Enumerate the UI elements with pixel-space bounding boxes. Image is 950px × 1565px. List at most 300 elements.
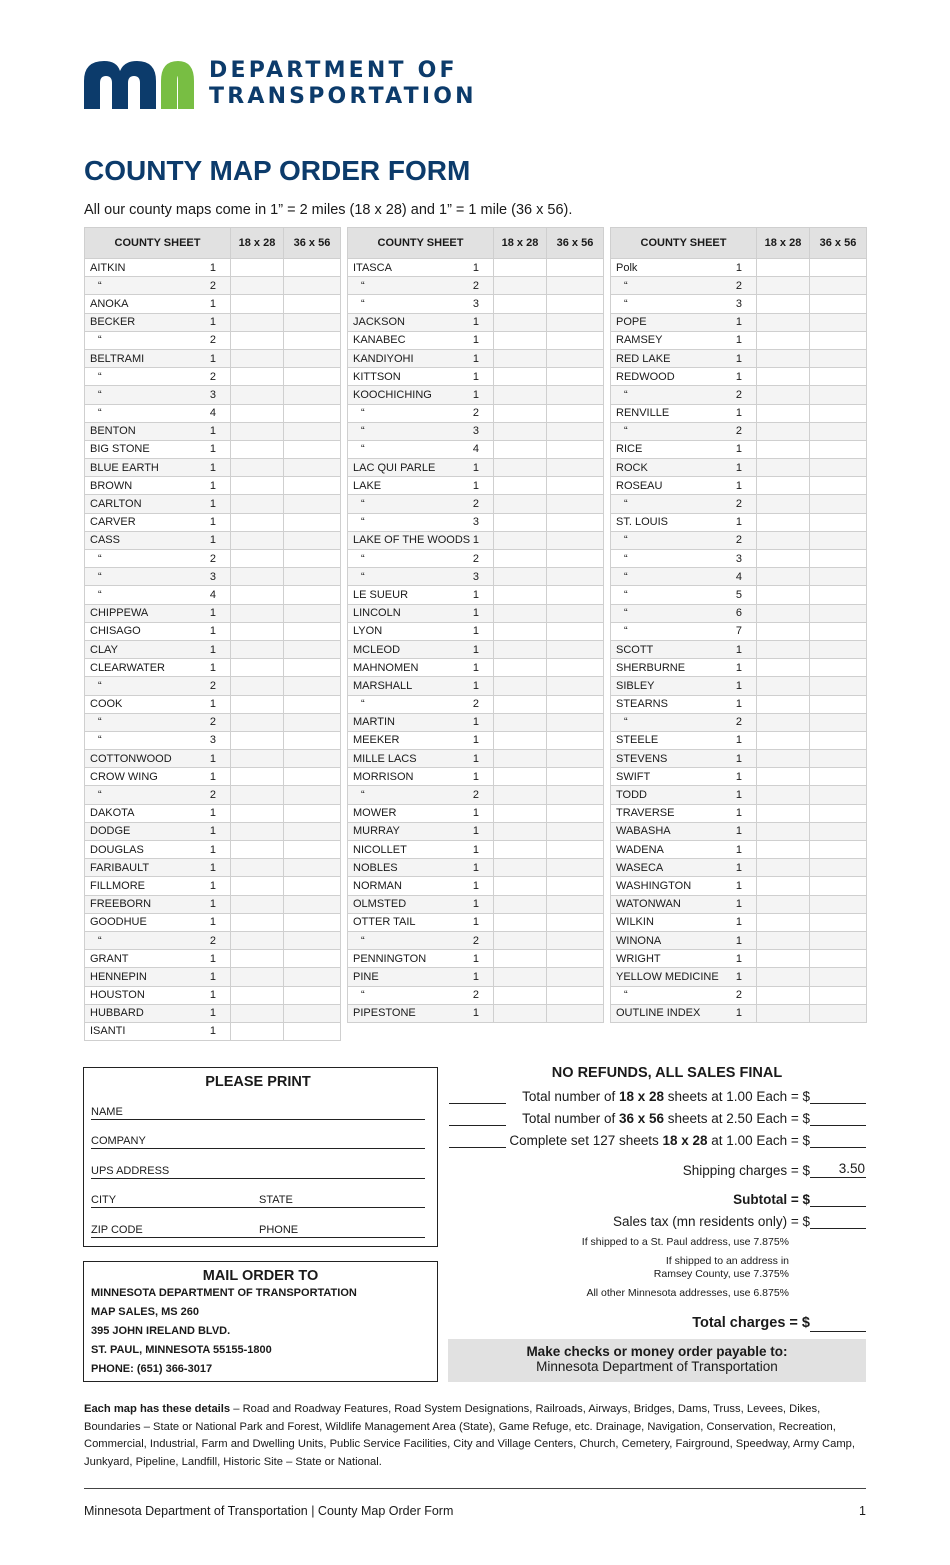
subtotal-amount-input[interactable] <box>810 1189 866 1207</box>
qty-18x28-cell[interactable] <box>757 331 810 349</box>
county-row <box>611 822 867 840</box>
sheet-number: 1 <box>209 807 216 820</box>
qty-36x56-cell[interactable] <box>284 531 341 549</box>
qty-18x28-cell[interactable] <box>494 768 547 786</box>
sheet-number: 2 <box>472 934 479 947</box>
qty-18x28-cell[interactable] <box>231 986 284 1004</box>
qty-36x56-cell[interactable] <box>547 604 604 622</box>
amount-18x28-input[interactable] <box>810 1086 866 1104</box>
qty-36x56-cell[interactable] <box>810 986 867 1004</box>
qty-36x56-cell[interactable] <box>810 750 867 768</box>
qty-18x28-cell[interactable] <box>494 295 547 313</box>
header-county-sheet: COUNTY SHEET <box>85 228 231 259</box>
qty-36x56-cell[interactable] <box>810 331 867 349</box>
qty-36x56-cell[interactable] <box>810 913 867 931</box>
qty-36x56-cell[interactable] <box>284 513 341 531</box>
qty-18x28-cell[interactable] <box>757 968 810 986</box>
qty-36x56-cell[interactable] <box>284 368 341 386</box>
qty-18x28-cell[interactable] <box>231 368 284 386</box>
qty-36x56-cell[interactable] <box>547 495 604 513</box>
qty-36x56-cell[interactable] <box>284 604 341 622</box>
qty-18x28-cell[interactable] <box>757 713 810 731</box>
qty-36x56-cell[interactable] <box>284 986 341 1004</box>
total-36x56-row <box>448 1108 866 1130</box>
qty-18x28-cell[interactable] <box>494 913 547 931</box>
qty-36x56-cell[interactable] <box>284 750 341 768</box>
qty-18x28-cell[interactable] <box>757 404 810 422</box>
qty-36x56-cell[interactable] <box>547 913 604 931</box>
sheet-number: 1 <box>735 316 742 329</box>
sheet-number: 1 <box>472 370 479 383</box>
qty-36x56-cell[interactable] <box>547 422 604 440</box>
qty-18x28-cell[interactable] <box>494 841 547 859</box>
qty-18x28-cell[interactable] <box>231 695 284 713</box>
qty-18x28-cell[interactable] <box>494 640 547 658</box>
qty-36x56-cell[interactable] <box>810 822 867 840</box>
qty-18x28-cell[interactable] <box>231 586 284 604</box>
qty-18x28-cell[interactable] <box>494 259 547 277</box>
qty-36x56-cell[interactable] <box>547 841 604 859</box>
qty-18x28-cell[interactable] <box>231 622 284 640</box>
qty-36x56-cell[interactable] <box>284 440 341 458</box>
qty-18x28-cell[interactable] <box>231 404 284 422</box>
name-field[interactable] <box>91 1090 425 1120</box>
qty-18x28-cell[interactable] <box>757 349 810 367</box>
qty-36x56-cell[interactable] <box>547 313 604 331</box>
qty-18x28-cell[interactable] <box>494 440 547 458</box>
qty-18x28-cell[interactable] <box>757 513 810 531</box>
qty-36x56-cell[interactable] <box>547 259 604 277</box>
qty-18x28-cell[interactable] <box>757 695 810 713</box>
qty-18x28-cell[interactable] <box>757 295 810 313</box>
qty-18x28-cell[interactable] <box>494 804 547 822</box>
qty-36x56-cell[interactable] <box>810 495 867 513</box>
qty-18x28-cell[interactable] <box>494 404 547 422</box>
qty-36x56-cell[interactable] <box>547 331 604 349</box>
qty-18x28-cell[interactable] <box>757 822 810 840</box>
qty-36x56-cell[interactable] <box>810 859 867 877</box>
qty-36x56-cell[interactable] <box>284 950 341 968</box>
qty-18x28-cell[interactable] <box>757 895 810 913</box>
qty-36x56-cell[interactable] <box>810 895 867 913</box>
qty-36x56-cell[interactable] <box>547 349 604 367</box>
qty-18x28-cell[interactable] <box>231 750 284 768</box>
qty-18x28-cell[interactable] <box>494 422 547 440</box>
qty-36x56-cell[interactable] <box>547 386 604 404</box>
qty-18x28-cell[interactable] <box>231 477 284 495</box>
qty-36x56-cell[interactable] <box>284 731 341 749</box>
qty-18x28-cell[interactable] <box>231 259 284 277</box>
qty-36x56-cell[interactable] <box>547 368 604 386</box>
qty-36x56-cell[interactable] <box>547 459 604 477</box>
qty-18x28-cell[interactable] <box>494 786 547 804</box>
qty-36x56-cell[interactable] <box>810 477 867 495</box>
qty-36x56-cell[interactable] <box>810 695 867 713</box>
qty-36x56-cell[interactable] <box>547 931 604 949</box>
qty-18x28-cell[interactable] <box>231 895 284 913</box>
qty-18x28-cell[interactable] <box>494 695 547 713</box>
qty-18x28-cell[interactable] <box>757 531 810 549</box>
qty-18x28-cell[interactable] <box>231 731 284 749</box>
qty-18x28-cell[interactable] <box>494 659 547 677</box>
qty-18x28-cell[interactable] <box>494 713 547 731</box>
qty-36x56-cell[interactable] <box>547 622 604 640</box>
qty-complete-set-input[interactable] <box>449 1147 506 1148</box>
qty-36x56-cell[interactable] <box>284 841 341 859</box>
qty-36x56-cell[interactable] <box>284 786 341 804</box>
qty-36x56-cell[interactable] <box>810 586 867 604</box>
qty-18x28-cell[interactable] <box>494 750 547 768</box>
sheet-number: 3 <box>209 570 216 583</box>
qty-36x56-cell[interactable] <box>284 386 341 404</box>
qty-36x56-cell[interactable] <box>810 841 867 859</box>
qty-36x56-cell[interactable] <box>284 404 341 422</box>
qty-18x28-cell[interactable] <box>757 768 810 786</box>
county-sheet-cell <box>348 731 494 749</box>
ditto-mark: “ <box>624 588 628 601</box>
qty-36x56-cell[interactable] <box>810 1004 867 1022</box>
qty-36x56-cell[interactable] <box>284 859 341 877</box>
qty-18x28-cell[interactable] <box>494 986 547 1004</box>
qty-18x28-cell[interactable] <box>757 950 810 968</box>
qty-36x56-cell[interactable] <box>810 931 867 949</box>
qty-18x28-cell[interactable] <box>757 477 810 495</box>
qty-36x56-input[interactable] <box>449 1125 506 1126</box>
qty-36x56-cell[interactable] <box>810 677 867 695</box>
qty-18x28-cell[interactable] <box>231 440 284 458</box>
county-row <box>348 895 604 913</box>
qty-18x28-cell[interactable] <box>231 313 284 331</box>
qty-36x56-cell[interactable] <box>810 295 867 313</box>
qty-36x56-cell[interactable] <box>810 731 867 749</box>
qty-36x56-cell[interactable] <box>284 968 341 986</box>
qty-36x56-cell[interactable] <box>284 677 341 695</box>
qty-18x28-cell[interactable] <box>494 459 547 477</box>
qty-36x56-cell[interactable] <box>547 404 604 422</box>
qty-36x56-cell[interactable] <box>547 477 604 495</box>
qty-18x28-cell[interactable] <box>494 586 547 604</box>
qty-18x28-cell[interactable] <box>494 368 547 386</box>
qty-18x28-cell[interactable] <box>757 586 810 604</box>
qty-18x28-cell[interactable] <box>757 495 810 513</box>
qty-36x56-cell[interactable] <box>810 713 867 731</box>
qty-18x28-cell[interactable] <box>231 677 284 695</box>
qty-36x56-cell[interactable] <box>547 822 604 840</box>
ditto-mark: “ <box>98 588 102 601</box>
qty-36x56-cell[interactable] <box>284 313 341 331</box>
qty-18x28-cell[interactable] <box>231 531 284 549</box>
qty-36x56-cell[interactable] <box>547 531 604 549</box>
county-sheet-cell <box>348 677 494 695</box>
qty-36x56-cell[interactable] <box>547 804 604 822</box>
qty-36x56-cell[interactable] <box>810 313 867 331</box>
qty-18x28-cell[interactable] <box>231 640 284 658</box>
qty-18x28-cell[interactable] <box>231 913 284 931</box>
total-charges-row <box>448 1310 866 1336</box>
qty-18x28-cell[interactable] <box>494 931 547 949</box>
qty-18x28-cell[interactable] <box>494 677 547 695</box>
qty-36x56-cell[interactable] <box>810 440 867 458</box>
qty-18x28-cell[interactable] <box>757 786 810 804</box>
qty-18x28-cell[interactable] <box>494 513 547 531</box>
qty-36x56-cell[interactable] <box>284 931 341 949</box>
qty-36x56-cell[interactable] <box>547 586 604 604</box>
qty-36x56-cell[interactable] <box>547 513 604 531</box>
qty-36x56-cell[interactable] <box>810 968 867 986</box>
qty-18x28-cell[interactable] <box>231 804 284 822</box>
qty-18x28-cell[interactable] <box>231 513 284 531</box>
county-row <box>611 422 867 440</box>
qty-36x56-cell[interactable] <box>284 586 341 604</box>
county-row <box>85 513 341 531</box>
qty-36x56-cell[interactable] <box>810 368 867 386</box>
company-field[interactable] <box>91 1120 425 1150</box>
ditto-mark: “ <box>361 443 365 456</box>
header-36x56: 36 x 56 <box>810 228 867 259</box>
qty-36x56-cell[interactable] <box>810 459 867 477</box>
qty-18x28-cell[interactable] <box>757 604 810 622</box>
qty-18x28-cell[interactable] <box>757 986 810 1004</box>
qty-18x28-cell[interactable] <box>494 950 547 968</box>
qty-18x28-cell[interactable] <box>757 804 810 822</box>
qty-36x56-cell[interactable] <box>284 568 341 586</box>
qty-36x56-cell[interactable] <box>284 913 341 931</box>
qty-36x56-cell[interactable] <box>547 659 604 677</box>
qty-36x56-cell[interactable] <box>810 804 867 822</box>
total-charges-input[interactable] <box>810 1310 866 1332</box>
qty-18x28-cell[interactable] <box>494 895 547 913</box>
sheet-number: 2 <box>472 498 479 511</box>
qty-36x56-cell[interactable] <box>547 440 604 458</box>
qty-18x28-cell[interactable] <box>231 295 284 313</box>
qty-18x28-cell[interactable] <box>231 331 284 349</box>
qty-36x56-cell[interactable] <box>547 968 604 986</box>
qty-18x28-cell[interactable] <box>494 731 547 749</box>
qty-36x56-cell[interactable] <box>284 495 341 513</box>
qty-18x28-cell[interactable] <box>231 277 284 295</box>
qty-36x56-cell[interactable] <box>810 768 867 786</box>
qty-18x28-cell[interactable] <box>494 477 547 495</box>
county-name: BROWN <box>90 479 133 492</box>
qty-36x56-cell[interactable] <box>810 659 867 677</box>
qty-36x56-cell[interactable] <box>547 950 604 968</box>
qty-18x28-cell[interactable] <box>231 422 284 440</box>
qty-36x56-cell[interactable] <box>810 568 867 586</box>
qty-36x56-cell[interactable] <box>547 877 604 895</box>
qty-18x28-cell[interactable] <box>494 622 547 640</box>
qty-18x28-cell[interactable] <box>231 931 284 949</box>
qty-36x56-cell[interactable] <box>284 640 341 658</box>
qty-36x56-cell[interactable] <box>547 786 604 804</box>
qty-18x28-cell[interactable] <box>757 731 810 749</box>
qty-18x28-cell[interactable] <box>231 786 284 804</box>
qty-36x56-cell[interactable] <box>284 713 341 731</box>
qty-18x28-cell[interactable] <box>757 313 810 331</box>
qty-36x56-cell[interactable] <box>810 422 867 440</box>
qty-18x28-cell[interactable] <box>494 495 547 513</box>
qty-18x28-cell[interactable] <box>757 440 810 458</box>
city-state-field[interactable] <box>91 1179 425 1209</box>
qty-36x56-cell[interactable] <box>284 295 341 313</box>
qty-36x56-cell[interactable] <box>284 277 341 295</box>
qty-18x28-cell[interactable] <box>757 640 810 658</box>
qty-18x28-cell[interactable] <box>231 950 284 968</box>
qty-36x56-cell[interactable] <box>810 640 867 658</box>
ditto-mark: “ <box>361 934 365 947</box>
qty-18x28-cell[interactable] <box>757 459 810 477</box>
qty-18x28-cell[interactable] <box>494 568 547 586</box>
qty-18x28-cell[interactable] <box>757 659 810 677</box>
qty-18x28-cell[interactable] <box>757 622 810 640</box>
qty-36x56-cell[interactable] <box>284 477 341 495</box>
qty-36x56-cell[interactable] <box>547 277 604 295</box>
intro-text: All our county maps come in 1” = 2 miles (18 x 28) and 1” = 1 mile (36 x 56). <box>84 202 573 218</box>
qty-18x28-cell[interactable] <box>757 550 810 568</box>
qty-36x56-cell[interactable] <box>547 1004 604 1022</box>
qty-18x28-cell[interactable] <box>494 349 547 367</box>
qty-36x56-cell[interactable] <box>547 895 604 913</box>
county-row <box>85 968 341 986</box>
qty-36x56-cell[interactable] <box>547 713 604 731</box>
qty-18x28-cell[interactable] <box>757 931 810 949</box>
amount-36x56-input[interactable] <box>810 1108 866 1126</box>
qty-36x56-cell[interactable] <box>547 568 604 586</box>
qty-36x56-cell[interactable] <box>810 550 867 568</box>
county-row <box>85 750 341 768</box>
qty-18x28-cell[interactable] <box>231 459 284 477</box>
county-row <box>611 1004 867 1022</box>
ups-address-field[interactable] <box>91 1149 425 1179</box>
qty-18x28-cell[interactable] <box>494 604 547 622</box>
qty-36x56-cell[interactable] <box>547 677 604 695</box>
zip-phone-field[interactable] <box>91 1208 425 1238</box>
qty-36x56-cell[interactable] <box>547 768 604 786</box>
amount-complete-set-input[interactable] <box>810 1130 866 1148</box>
qty-18x28-cell[interactable] <box>231 659 284 677</box>
qty-18x28-cell[interactable] <box>757 259 810 277</box>
qty-18x28-cell[interactable] <box>494 386 547 404</box>
qty-36x56-cell[interactable] <box>284 659 341 677</box>
qty-18x28-cell[interactable] <box>231 386 284 404</box>
qty-36x56-cell[interactable] <box>810 386 867 404</box>
county-sheet-cell <box>85 459 231 477</box>
qty-18x28-cell[interactable] <box>757 750 810 768</box>
sales-tax-amount-input[interactable] <box>810 1211 866 1229</box>
qty-36x56-cell[interactable] <box>547 640 604 658</box>
qty-36x56-cell[interactable] <box>284 422 341 440</box>
qty-36x56-cell[interactable] <box>547 750 604 768</box>
qty-18x28-input[interactable] <box>449 1103 506 1104</box>
qty-18x28-cell[interactable] <box>231 968 284 986</box>
qty-18x28-cell[interactable] <box>231 1022 284 1040</box>
qty-18x28-cell[interactable] <box>494 550 547 568</box>
qty-18x28-cell[interactable] <box>757 677 810 695</box>
qty-36x56-cell[interactable] <box>810 513 867 531</box>
qty-36x56-cell[interactable] <box>284 895 341 913</box>
qty-18x28-cell[interactable] <box>494 277 547 295</box>
qty-36x56-cell[interactable] <box>810 604 867 622</box>
qty-18x28-cell[interactable] <box>757 859 810 877</box>
qty-18x28-cell[interactable] <box>231 822 284 840</box>
qty-18x28-cell[interactable] <box>231 859 284 877</box>
qty-36x56-cell[interactable] <box>284 822 341 840</box>
qty-18x28-cell[interactable] <box>231 877 284 895</box>
qty-18x28-cell[interactable] <box>231 568 284 586</box>
ditto-mark: “ <box>361 789 365 802</box>
qty-18x28-cell[interactable] <box>231 1004 284 1022</box>
qty-18x28-cell[interactable] <box>231 713 284 731</box>
qty-36x56-cell[interactable] <box>284 331 341 349</box>
qty-18x28-cell[interactable] <box>757 877 810 895</box>
qty-18x28-cell[interactable] <box>757 422 810 440</box>
county-row <box>85 659 341 677</box>
county-sheet-cell <box>85 677 231 695</box>
qty-18x28-cell[interactable] <box>757 1004 810 1022</box>
qty-18x28-cell[interactable] <box>757 568 810 586</box>
qty-36x56-cell[interactable] <box>810 349 867 367</box>
qty-18x28-cell[interactable] <box>494 859 547 877</box>
qty-36x56-cell[interactable] <box>284 804 341 822</box>
qty-36x56-cell[interactable] <box>547 550 604 568</box>
qty-36x56-cell[interactable] <box>284 1004 341 1022</box>
qty-18x28-cell[interactable] <box>494 531 547 549</box>
qty-36x56-cell[interactable] <box>547 859 604 877</box>
qty-18x28-cell[interactable] <box>231 349 284 367</box>
qty-36x56-cell[interactable] <box>284 695 341 713</box>
qty-36x56-cell[interactable] <box>810 404 867 422</box>
qty-36x56-cell[interactable] <box>810 622 867 640</box>
qty-18x28-cell[interactable] <box>494 313 547 331</box>
qty-18x28-cell[interactable] <box>494 822 547 840</box>
qty-36x56-cell[interactable] <box>547 695 604 713</box>
qty-36x56-cell[interactable] <box>810 877 867 895</box>
county-name: ITASCA <box>353 261 392 274</box>
qty-36x56-cell[interactable] <box>810 259 867 277</box>
qty-18x28-cell[interactable] <box>231 768 284 786</box>
qty-18x28-cell[interactable] <box>757 368 810 386</box>
qty-18x28-cell[interactable] <box>494 1004 547 1022</box>
qty-36x56-cell[interactable] <box>810 531 867 549</box>
qty-18x28-cell[interactable] <box>494 968 547 986</box>
qty-36x56-cell[interactable] <box>810 786 867 804</box>
qty-36x56-cell[interactable] <box>284 550 341 568</box>
qty-36x56-cell[interactable] <box>810 277 867 295</box>
qty-18x28-cell[interactable] <box>231 550 284 568</box>
qty-18x28-cell[interactable] <box>757 841 810 859</box>
qty-36x56-cell[interactable] <box>284 622 341 640</box>
qty-36x56-cell[interactable] <box>284 349 341 367</box>
qty-36x56-cell[interactable] <box>284 259 341 277</box>
county-row <box>85 713 341 731</box>
qty-36x56-cell[interactable] <box>284 459 341 477</box>
qty-18x28-cell[interactable] <box>757 913 810 931</box>
county-row <box>611 750 867 768</box>
qty-36x56-cell[interactable] <box>284 877 341 895</box>
qty-18x28-cell[interactable] <box>494 877 547 895</box>
qty-18x28-cell[interactable] <box>231 604 284 622</box>
qty-36x56-cell[interactable] <box>547 731 604 749</box>
qty-36x56-cell[interactable] <box>547 295 604 313</box>
qty-18x28-cell[interactable] <box>231 495 284 513</box>
qty-36x56-cell[interactable] <box>810 950 867 968</box>
qty-18x28-cell[interactable] <box>757 386 810 404</box>
qty-18x28-cell[interactable] <box>757 277 810 295</box>
qty-36x56-cell[interactable] <box>547 986 604 1004</box>
qty-36x56-cell[interactable] <box>284 768 341 786</box>
qty-36x56-cell[interactable] <box>284 1022 341 1040</box>
qty-18x28-cell[interactable] <box>231 841 284 859</box>
qty-18x28-cell[interactable] <box>494 331 547 349</box>
